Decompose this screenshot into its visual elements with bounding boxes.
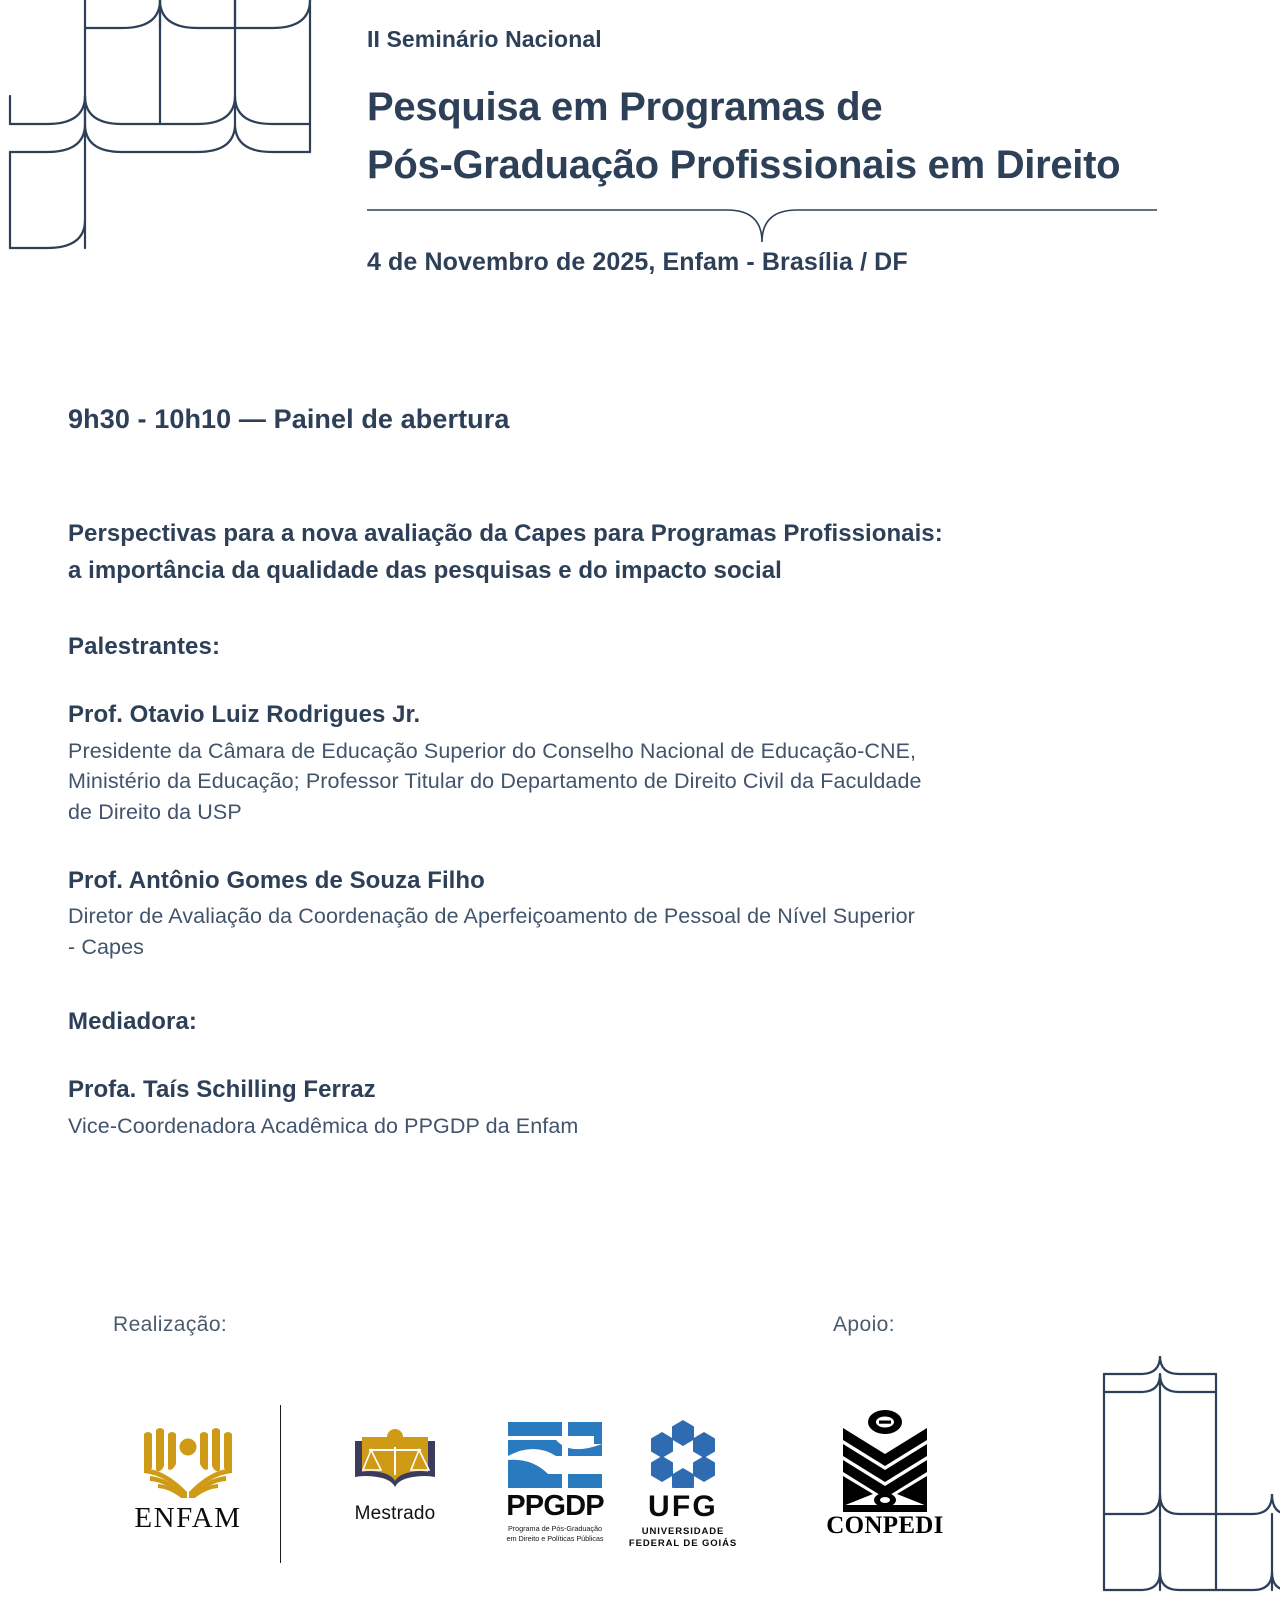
decorative-book-pattern-top-left — [0, 0, 320, 303]
speaker-entry — [68, 699, 1208, 827]
panel-title-line-1: Perspectivas para a nova avaliação da Capes para Programas Profissionais: — [68, 520, 943, 547]
poster-body — [68, 404, 1208, 1141]
speaker-name: Prof. Antônio Gomes de Souza Filho — [68, 867, 485, 895]
ufg-subtitle-line-1: UNIVERSIDADE — [641, 1526, 725, 1537]
realizacao-label: Realização: — [113, 1313, 228, 1336]
apoio-label: Apoio: — [833, 1313, 895, 1336]
speaker-role-line-2: Ministério da Educação; Professor Titular do Departamento de Direito Civil da Faculdade — [68, 769, 922, 794]
conpedi-wordmark: CONPEDI — [826, 1512, 944, 1539]
speaker-role-line-2: - Capes — [68, 934, 144, 959]
mestrado-scales-book-icon — [351, 1427, 439, 1499]
ppgdp-subtitle — [496, 1524, 614, 1544]
footer-vertical-divider — [280, 1405, 281, 1563]
speaker-entry — [68, 865, 1208, 962]
speaker-role — [68, 736, 1208, 828]
mediator-role — [68, 1111, 1208, 1142]
speaker-name: Prof. Otavio Luiz Rodrigues Jr. — [68, 701, 421, 729]
ufg-wordmark: UFG — [648, 1490, 718, 1523]
ufg-subtitle-line-2: FEDERAL DE GOIÁS — [628, 1538, 738, 1550]
logo-ufg — [628, 1420, 738, 1551]
mestrado-wordmark: Mestrado — [354, 1503, 436, 1524]
ppgdp-wordmark: PPGDP — [506, 1490, 604, 1522]
logo-enfam — [108, 1424, 268, 1535]
conpedi-chevron-icon — [839, 1410, 931, 1514]
event-date: 4 de Novembro de 2025, Enfam - Brasília / DF — [367, 247, 908, 276]
mediator-role-line-1: Vice-Coordenadora Acadêmica do PPGDP da Enfam — [68, 1113, 579, 1138]
page-title-line-2: Pós-Graduação Profissionais em Direito — [367, 142, 1121, 187]
enfam-book-icon — [134, 1424, 242, 1498]
poster-header — [367, 26, 1167, 277]
panel-title-line-2: a importância da qualidade das pesquisas e do impacto social — [68, 557, 782, 585]
ufg-hexagons-icon — [640, 1420, 726, 1488]
title-divider — [367, 208, 1157, 244]
enfam-wordmark: ENFAM — [134, 1502, 242, 1534]
ppgdp-subtitle-line-2: em Direito e Políticas Públicas — [506, 1533, 604, 1543]
mediator-entry — [68, 1074, 1208, 1141]
event-kicker: II Seminário Nacional — [367, 26, 602, 52]
speaker-role-line-1: Diretor de Avaliação da Coordenação de Aperfeiçoamento de Pessoal de Nível Superior — [68, 904, 915, 929]
panel-title — [68, 515, 1208, 589]
ufg-subtitle — [629, 1526, 737, 1551]
ppgdp-wave-icon — [506, 1420, 604, 1490]
session-time: 9h30 - 10h10 — Painel de abertura — [68, 404, 510, 434]
speaker-role — [68, 901, 1208, 962]
speaker-role-line-1: Presidente da Câmara de Educação Superior do Conselho Nacional de Educação-CNE, — [68, 738, 917, 763]
speakers-label: Palestrantes: — [68, 633, 221, 661]
ppgdp-subtitle-line-1: Programa de Pós-Graduação — [507, 1524, 603, 1533]
logo-mestrado — [330, 1427, 460, 1525]
mediator-label: Mediadora: — [68, 1008, 198, 1036]
decorative-book-pattern-bottom-right — [1048, 1352, 1280, 1600]
logo-conpedi — [820, 1410, 950, 1540]
page-title — [367, 78, 1167, 194]
page-title-line-1: Pesquisa em Programas de — [367, 84, 883, 129]
mediator-name: Profa. Taís Schilling Ferraz — [68, 1076, 376, 1104]
speaker-role-line-3: de Direito da USP — [68, 799, 242, 824]
logo-ppgdp — [495, 1420, 615, 1544]
